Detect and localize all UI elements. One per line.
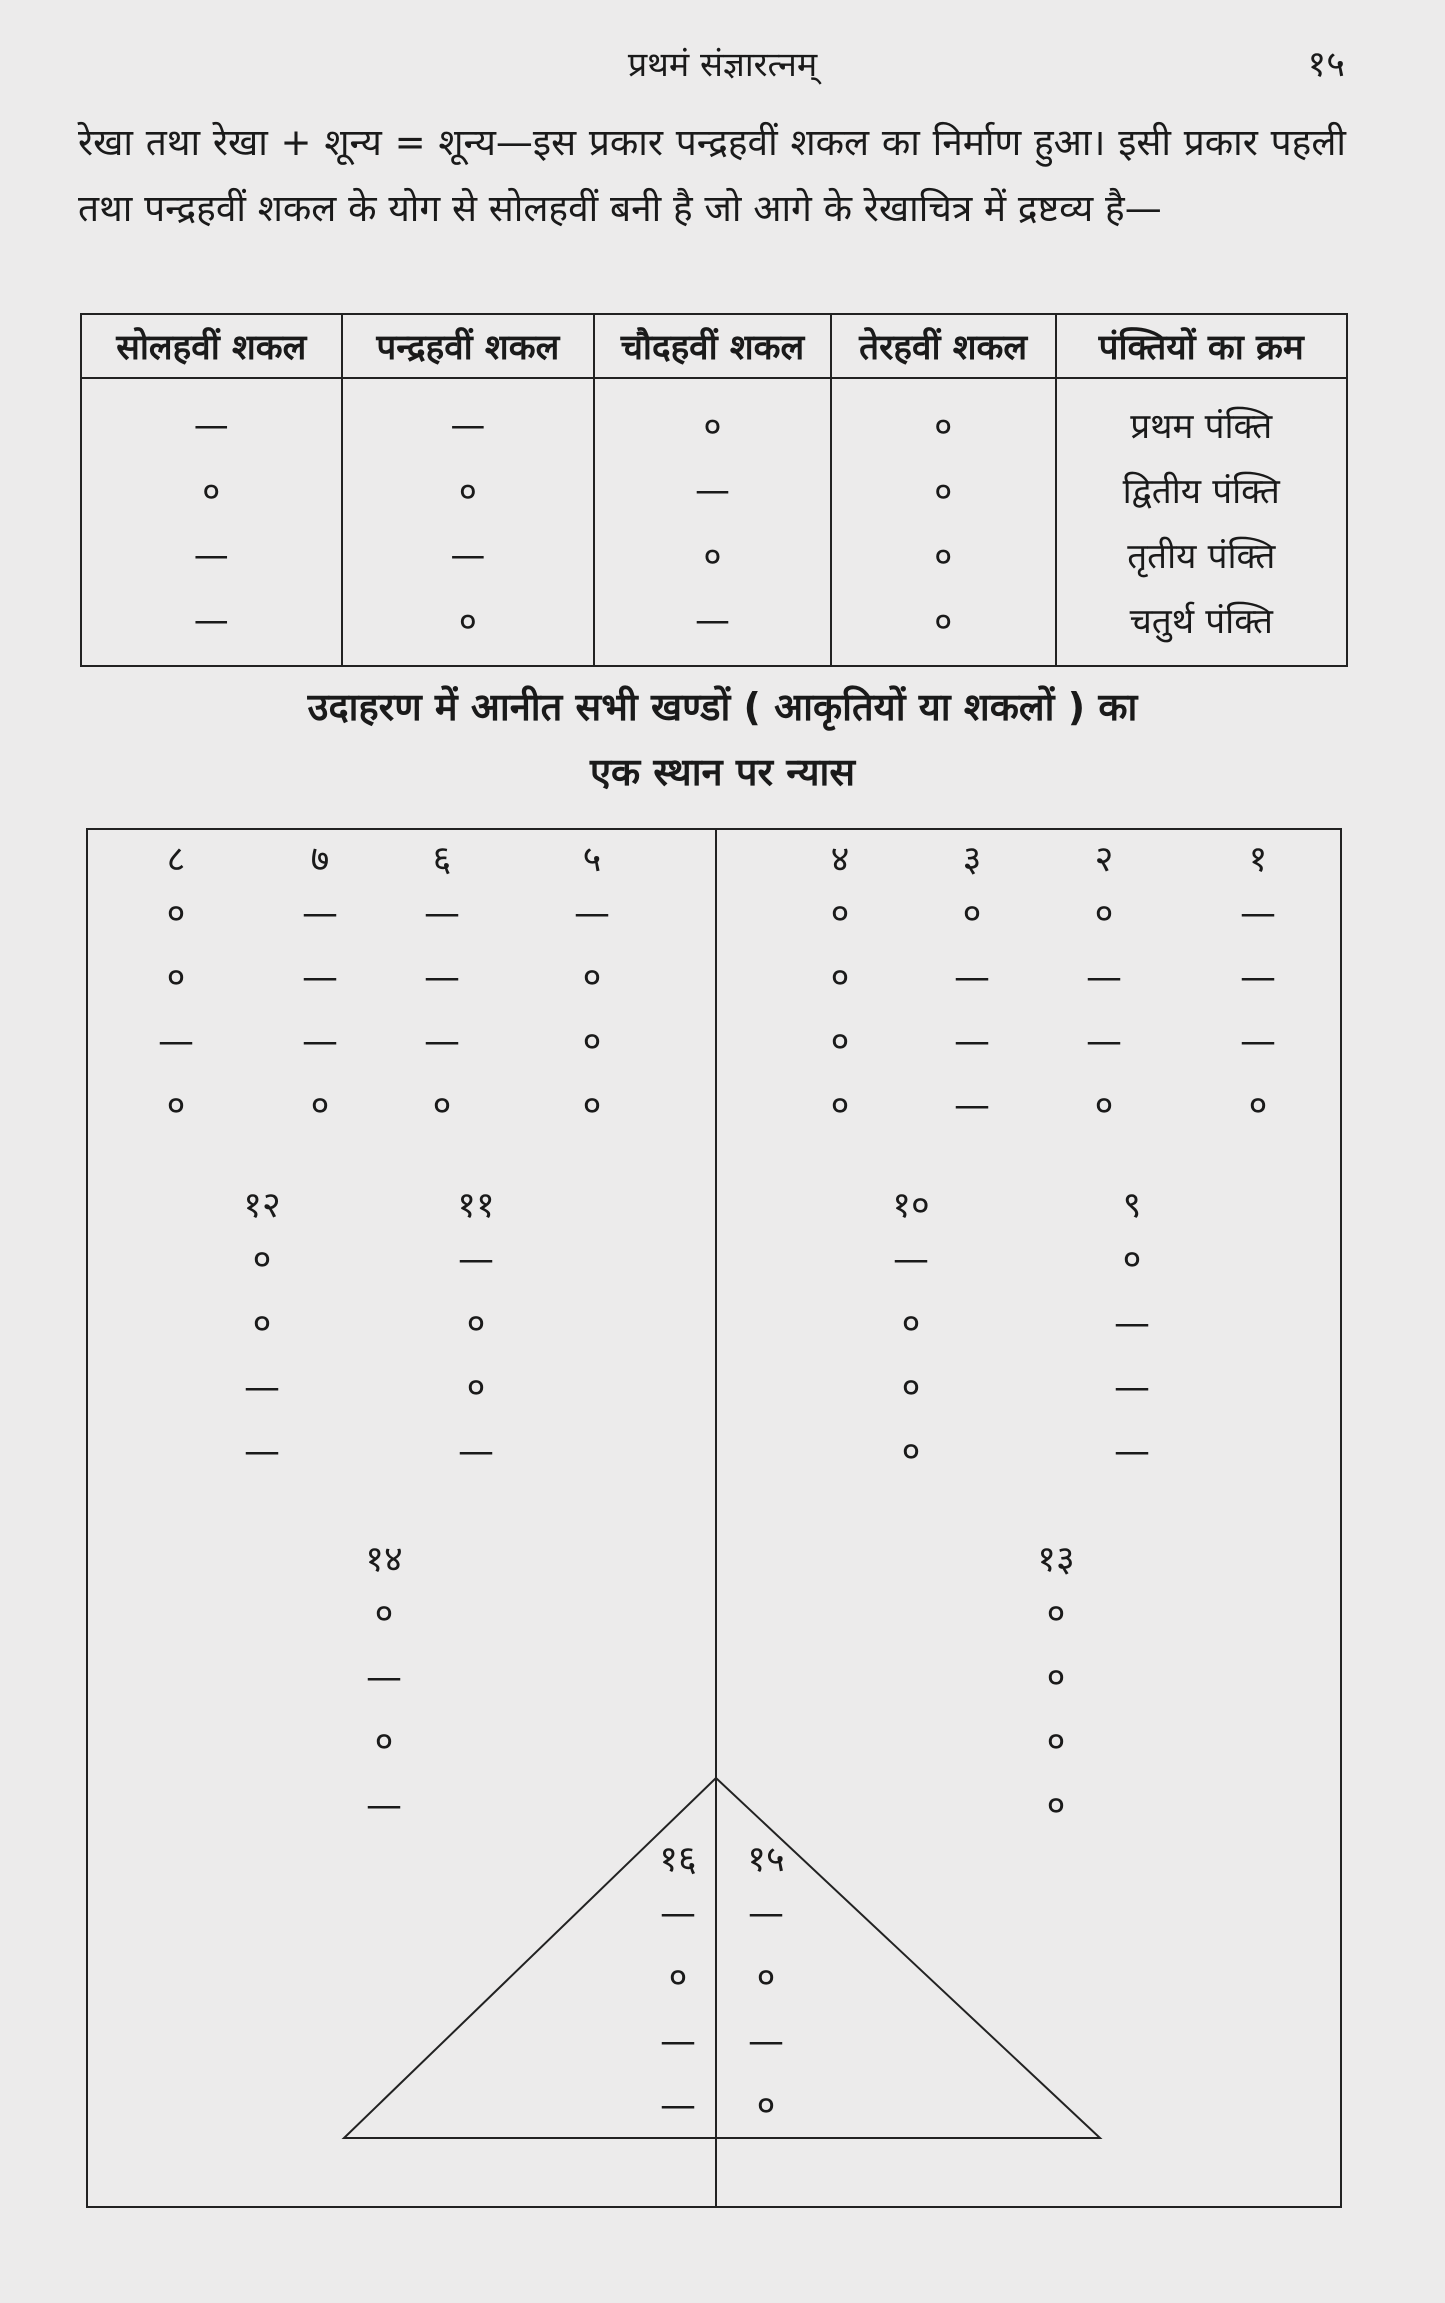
dot-mark: ० xyxy=(1046,1785,1066,1826)
figure-label: ३ xyxy=(962,839,982,880)
table-row xyxy=(81,458,1347,523)
line-mark: — xyxy=(366,1657,402,1698)
line-mark: — xyxy=(574,893,610,934)
line-mark: — xyxy=(1114,1431,1150,1472)
diagram-caption-line-1: उदाहरण में आनीत सभी खण्डों ( आकृतियों या शकलों ) का xyxy=(307,685,1138,729)
table-cell: ० xyxy=(594,523,831,588)
figure-label: १३ xyxy=(1037,1539,1075,1580)
line-mark: — xyxy=(302,1021,338,1062)
figures-diagram xyxy=(86,828,1342,2208)
running-head-title: प्रथमं संज्ञारत्नम् xyxy=(627,45,818,85)
body-paragraph: रेखा तथा रेखा + शून्य = शून्य—इस प्रकार पन्द्रहवीं शकल का निर्माण हुआ। इसी प्रकार पहली तथा पन्द्रहवीं शकल के योग से सोलहवीं बनी है जो आगे के रेखाचित्र में द्रष्टव्य है— xyxy=(78,121,1346,230)
line-mark: — xyxy=(424,1021,460,1062)
table-cell: — xyxy=(81,588,342,666)
shakal-table xyxy=(80,313,1348,667)
dot-mark: ० xyxy=(432,1085,452,1126)
line-mark: — xyxy=(1114,1367,1150,1408)
figure-label: १५ xyxy=(747,1839,785,1880)
line-mark: — xyxy=(244,1431,280,1472)
table-header: तेरहवीं शकल xyxy=(831,314,1056,378)
line-mark: — xyxy=(893,1239,929,1280)
row-label: द्वितीय पंक्ति xyxy=(1056,458,1348,523)
row-label: तृतीय पंक्ति xyxy=(1056,523,1348,588)
dot-mark: ० xyxy=(830,957,850,998)
table-cell: ० xyxy=(594,378,831,458)
diagram-caption-line-2: एक स्थान पर न्यास xyxy=(589,750,856,794)
line-mark: — xyxy=(1086,1021,1122,1062)
line-mark: — xyxy=(1240,1021,1276,1062)
dot-mark: ० xyxy=(166,893,186,934)
line-mark: — xyxy=(244,1367,280,1408)
line-mark: — xyxy=(954,1085,990,1126)
dot-mark: ० xyxy=(252,1303,272,1344)
dot-mark: ० xyxy=(310,1085,330,1126)
row-label: प्रथम पंक्ति xyxy=(1056,378,1348,458)
table-cell: ० xyxy=(342,458,595,523)
dot-mark: ० xyxy=(1094,893,1114,934)
line-mark: — xyxy=(424,893,460,934)
dot-mark: ० xyxy=(901,1303,921,1344)
table-cell: ० xyxy=(831,458,1056,523)
line-mark: — xyxy=(366,1785,402,1826)
dot-mark: ० xyxy=(582,1085,602,1126)
table-cell: ० xyxy=(342,588,595,666)
dot-mark: ० xyxy=(374,1721,394,1762)
diagram-frame xyxy=(86,828,1342,2208)
table-cell: ० xyxy=(831,588,1056,666)
table-cell: ० xyxy=(81,458,342,523)
row-label: चतुर्थ पंक्ति xyxy=(1056,588,1348,666)
figure-label: ७ xyxy=(310,839,330,880)
line-mark: — xyxy=(660,1893,696,1934)
figure-label: ८ xyxy=(166,839,186,880)
table-header: चौदहवीं शकल xyxy=(594,314,831,378)
dot-mark: ० xyxy=(166,957,186,998)
figure-label: १६ xyxy=(659,1839,697,1880)
line-mark: — xyxy=(748,2021,784,2062)
dot-mark: ० xyxy=(830,893,850,934)
table-row xyxy=(81,588,1347,666)
line-mark: — xyxy=(748,1893,784,1934)
dot-mark: ० xyxy=(830,1021,850,1062)
line-mark: — xyxy=(1240,893,1276,934)
line-mark: — xyxy=(302,893,338,934)
table-cell: — xyxy=(342,378,595,458)
table-header: पंक्तियों का क्रम xyxy=(1056,314,1348,378)
table-cell: — xyxy=(81,523,342,588)
figure-label: १२ xyxy=(243,1185,281,1226)
dot-mark: ० xyxy=(1046,1721,1066,1762)
table-row xyxy=(81,523,1347,588)
table-header: पन्द्रहवीं शकल xyxy=(342,314,595,378)
table-cell: — xyxy=(594,588,831,666)
dot-mark: ० xyxy=(166,1085,186,1126)
diagram-triangle xyxy=(344,1778,1100,2138)
line-mark: — xyxy=(954,957,990,998)
line-mark: — xyxy=(660,2021,696,2062)
dot-mark: ० xyxy=(1094,1085,1114,1126)
figure-label: ११ xyxy=(457,1185,495,1226)
dot-mark: ० xyxy=(1046,1593,1066,1634)
line-mark: — xyxy=(660,2085,696,2126)
table-header: सोलहवीं शकल xyxy=(81,314,342,378)
dot-mark: ० xyxy=(668,1957,688,1998)
line-mark: — xyxy=(158,1021,194,1062)
line-mark: — xyxy=(1114,1303,1150,1344)
figure-label: २ xyxy=(1094,839,1114,880)
figure-label: १० xyxy=(892,1185,930,1226)
line-mark: — xyxy=(458,1431,494,1472)
table-cell: ० xyxy=(831,378,1056,458)
line-mark: — xyxy=(1240,957,1276,998)
dot-mark: ० xyxy=(1122,1239,1142,1280)
dot-mark: ० xyxy=(582,957,602,998)
figure-label: ६ xyxy=(432,839,452,880)
line-mark: — xyxy=(954,1021,990,1062)
table-cell: — xyxy=(81,378,342,458)
diagram-border xyxy=(87,829,1341,2207)
figure-label: ४ xyxy=(830,839,850,880)
line-mark: — xyxy=(458,1239,494,1280)
dot-mark: ० xyxy=(1046,1657,1066,1698)
dot-mark: ० xyxy=(962,893,982,934)
table-row xyxy=(81,378,1347,458)
dot-mark: ० xyxy=(466,1367,486,1408)
line-mark: — xyxy=(1086,957,1122,998)
dot-mark: ० xyxy=(466,1303,486,1344)
figure-label: ५ xyxy=(582,839,602,880)
dot-mark: ० xyxy=(582,1021,602,1062)
table-cell: — xyxy=(342,523,595,588)
table-header-row xyxy=(81,314,1347,378)
page-number: १५ xyxy=(1307,44,1345,85)
line-mark: — xyxy=(302,957,338,998)
figure-label: ९ xyxy=(1122,1185,1142,1226)
dot-mark: ० xyxy=(830,1085,850,1126)
table-cell: — xyxy=(594,458,831,523)
figure-label: १ xyxy=(1248,839,1268,880)
table-cell: ० xyxy=(831,523,1056,588)
dot-mark: ० xyxy=(1248,1085,1268,1126)
dot-mark: ० xyxy=(756,1957,776,1998)
dot-mark: ० xyxy=(756,2085,776,2126)
dot-mark: ० xyxy=(374,1593,394,1634)
line-mark: — xyxy=(424,957,460,998)
figure-label: १४ xyxy=(365,1539,403,1580)
dot-mark: ० xyxy=(901,1367,921,1408)
dot-mark: ० xyxy=(901,1431,921,1472)
dot-mark: ० xyxy=(252,1239,272,1280)
